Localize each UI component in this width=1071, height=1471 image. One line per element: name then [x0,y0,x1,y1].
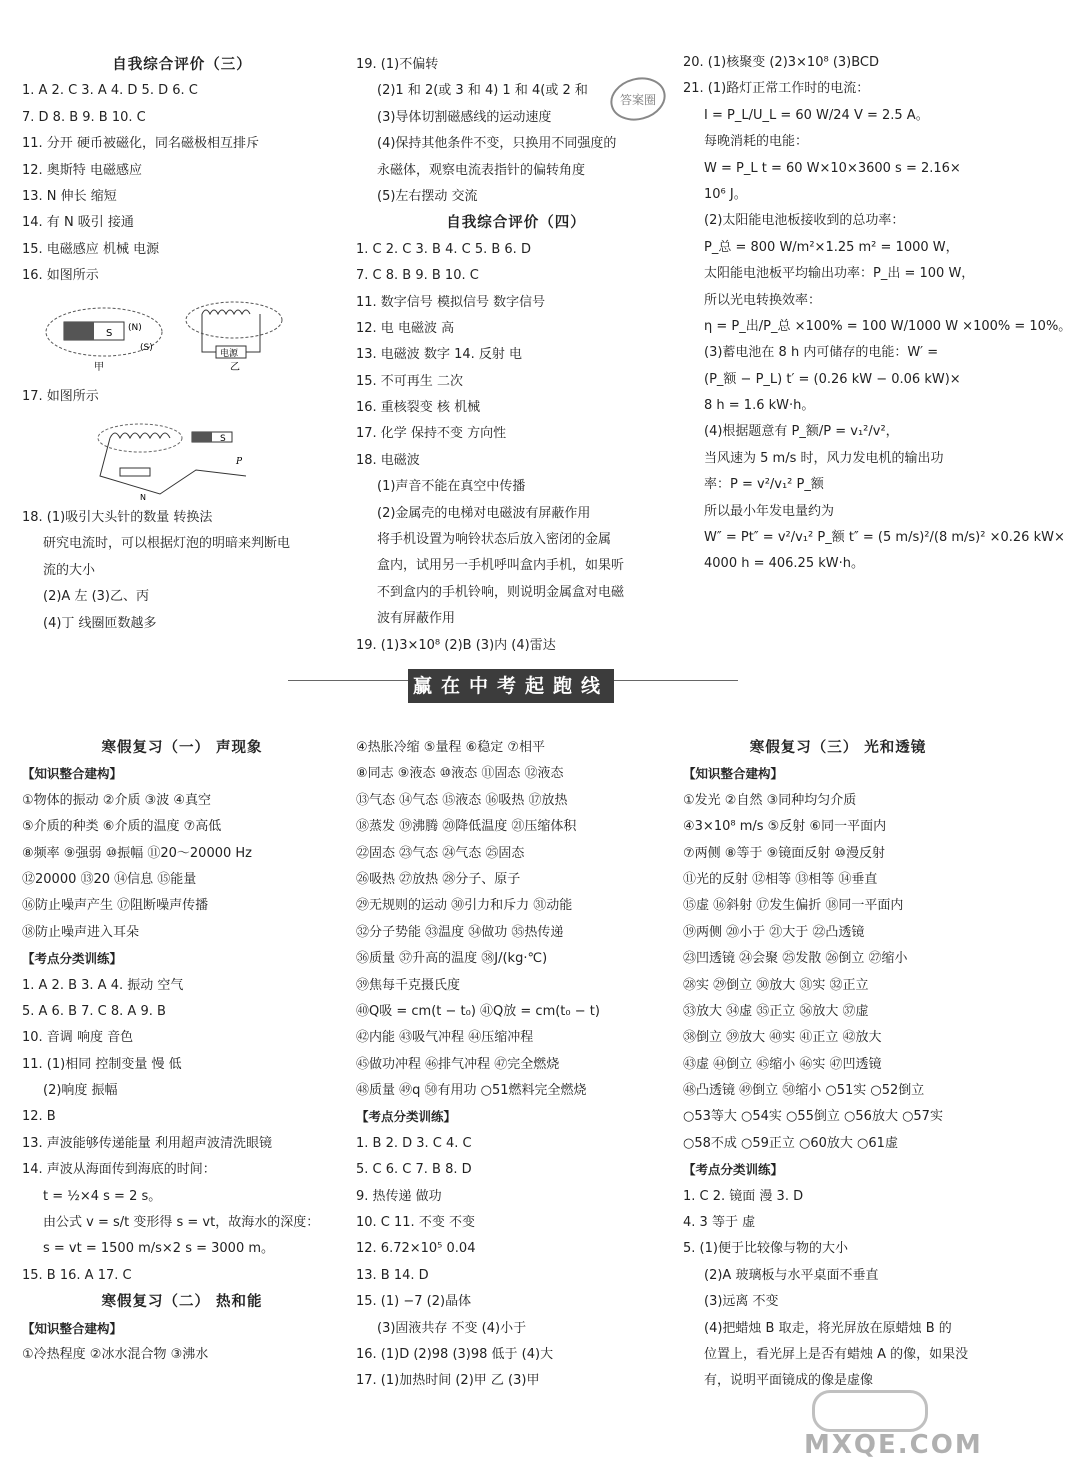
watermark-logo [782,1384,982,1464]
col6-line: ⑲两侧 ⑳小于 ㉑大于 ㉒凸透镜 [683,924,865,940]
col4-line: ⑱防止噪声进入耳朵 [22,924,140,940]
col2-line: 永磁体，观察电流表指针的偏转角度 [377,162,586,178]
col3-line: 太阳能电池板平均输出功率：P_出 = 100 W， [704,266,975,282]
column-1 [22,52,342,290]
col1c-line: (4)丁 线圈匝数越多 [43,615,157,631]
col5-line: 15. (1) −7 (2)晶体 [356,1294,472,1310]
fig17-n-label: N [140,493,146,502]
col6-line: ㉓凹透镜 ㉔会聚 ㉕发散 ㉖倒立 ㉗缩小 [683,951,908,967]
col5-line: 17. (1)加热时间 (2)甲 乙 (3)甲 [356,1373,540,1389]
col6-line: (4)把蜡烛 B 取走，将光屏放在原蜡烛 B 的 [704,1320,952,1336]
col5-line: 5. C 6. C 7. B 8. D [356,1162,472,1178]
col4-line: 寒假复习（二） 热和能 [101,1294,263,1311]
col2-line: 12. 电 电磁波 高 [356,320,455,336]
col3-line: 率：P = v²/v₁² P_额 [704,477,824,493]
col4-line: 12. B [22,1109,56,1125]
col4-line: t = ½×4 s = 2 s。 [43,1188,162,1204]
col2-line: (2)1 和 2(或 3 和 4) 1 和 4(或 2 和 [377,83,588,99]
col3-line: 4000 h = 406.25 kW·h。 [704,556,864,572]
col6-line: 【知识整合建构】 [683,766,784,782]
col5-line: ㉙无规则的运动 ㉚引力和斥力 ㉛动能 [356,898,573,914]
column-1-q18 [22,505,342,637]
col3-line: 每晚消耗的电能： [704,134,809,150]
stamp-text: 答案圈 [620,93,657,107]
col3-line: W″ = Pt″ = v²/v₁² P_额 t″ = (5 m/s)²/(8 m/s)² ×0.26 kW× [704,530,1065,546]
col2-line: 将手机设置为响铃状态后放入密闭的金属 [377,532,612,548]
col6-line: ㉘实 ㉙倒立 ㉚放大 ㉛实 ㉜正立 [683,977,869,993]
column-1-q17 [22,384,342,410]
col2-line: (1)声音不能在真空中传播 [377,479,526,495]
col2-line: 13. 电磁波 数字 14. 反射 电 [356,347,523,363]
fig16-s-label: S [106,328,113,339]
col2-line: 不到盒内的手机铃响，则说明金属盒对电磁 [377,584,625,600]
col6-line: 有，说明平面镜成的像是虚像 [704,1373,874,1389]
col1-line: 1. A 2. C 3. A 4. D 5. D 6. C [22,83,198,99]
col2-line: 17. 化学 保持不变 方向性 [356,426,507,442]
figure-17 [96,416,266,508]
col4-line: 13. 声波能够传递能量 利用超声波清洗眼镜 [22,1135,272,1151]
fig17-s-label: S [220,434,226,444]
figure-16 [44,292,284,372]
col2-line: (5)左右摆动 交流 [377,188,478,204]
col1b-line: 17. 如图所示 [22,389,99,404]
col4-line: ⑫20000 ⑬20 ⑭信息 ⑮能量 [22,871,197,887]
col1-line: 11. 分开 硬币被磁化，同名磁极相互排斥 [22,136,259,152]
col6-line: ⑮虚 ⑯斜射 ⑰发生偏折 ⑱同一平面内 [683,898,904,914]
col5-line: ㊵Q吸 = cm(t − t₀) ㊶Q放 = cm(t₀ − t) [356,1003,600,1019]
col2-line: 盒内，试用另一手机呼叫盒内手机，如果听 [377,558,625,574]
col1c-line: (2)A 左 (3)乙、丙 [43,589,149,605]
col5-line: ⑱蒸发 ⑲沸腾 ⑳降低温度 ㉑压缩体积 [356,819,577,835]
col3-line: 10⁶ J。 [704,186,747,202]
col4-line: s = vt = 1500 m/s×2 s = 3000 m。 [43,1241,275,1257]
col1-line: 15. 电磁感应 机械 电源 [22,241,160,257]
col4-line: 11. (1)相同 控制变量 慢 低 [22,1056,182,1072]
col4-line: ①物体的振动 ②介质 ③波 ④真空 [22,792,212,808]
col2-line: (3)导体切割磁感线的运动速度 [377,109,552,125]
col5-line: ㊺做功冲程 ㊻排气冲程 ㊼完全燃烧 [356,1056,560,1072]
col6-line: ㊳倒立 ㊴放大 ㊵实 ㊶正立 ㊷放大 [683,1030,882,1046]
col6-line: 5. (1)便于比较像与物的大小 [683,1241,848,1257]
fig16-n-paren: (N) [128,323,142,333]
col1-line: 7. D 8. B 9. B 10. C [22,109,146,125]
col5-line: 13. B 14. D [356,1267,429,1283]
col2-line: 1. C 2. C 3. B 4. C 5. B 6. D [356,241,531,257]
col4-line: ⑤介质的种类 ⑥介质的温度 ⑦高低 [22,819,222,835]
col5-line: 16. (1)D (2)98 (3)98 低于 (4)大 [356,1346,554,1362]
column-2 [356,52,676,659]
column-5 [356,735,676,1395]
fig16-label-b: 乙 [230,362,240,373]
col5-line: ㊽质量 ㊾q ㊿有用功 ○51燃料完全燃烧 [356,1083,587,1099]
col5-line: ㉜分子势能 ㉝温度 ㉞做功 ㉟热传递 [356,924,564,940]
col6-line: ○53等大 ○54实 ○55倒立 ○56放大 ○57实 [683,1109,943,1125]
column-6 [683,735,993,1395]
col4-line: 14. 声波从海面传到海底的时间： [22,1162,216,1178]
fig16-label-a: 甲 [94,362,104,373]
col3-line: 20. (1)核聚变 (2)3×10⁸ (3)BCD [683,55,880,70]
col5-line: 12. 6.72×10⁵ 0.04 [356,1241,476,1257]
col3-line: (2)太阳能电池板接收到的总功率： [704,213,905,229]
col4-line: (2)响度 振幅 [43,1083,118,1099]
col6-line: ㊽凸透镜 ㊾倒立 ㊿缩小 ○51实 ○52倒立 [683,1083,925,1099]
banner-title: 赢在中考起跑线 [408,669,614,703]
col1-line: 14. 有 N 吸引 接通 [22,215,134,231]
col6-line: ○58不成 ○59正立 ○60放大 ○61虚 [683,1135,898,1151]
col4-line: 10. 音调 响度 音色 [22,1030,134,1046]
col3-line: (4)根据题意有 P_额/P = v₁²/v²， [704,424,899,440]
col1-line: 12. 奥斯特 电磁感应 [22,162,142,178]
col3-line: 当风速为 5 m/s 时，风力发电机的输出功 [704,450,944,466]
col2-line: (2)金属壳的电梯对电磁波有屏蔽作用 [377,505,591,521]
col5-line: ④热胀冷缩 ⑤量程 ⑥稳定 ⑦相平 [356,740,546,755]
col6-line: ①发光 ②自然 ③同种均匀介质 [683,792,857,808]
col5-line: ㊴焦每千克摄氏度 [356,977,461,993]
col4-line: 【考点分类训练】 [22,951,123,967]
col6-line: 4. 3 等于 虚 [683,1215,756,1231]
col6-line: (3)远离 不变 [704,1294,779,1310]
col5-line: 10. C 11. 不变 不变 [356,1215,475,1231]
col4-line: 由公式 v = s/t 变形得 s = vt，故海水的深度： [43,1215,320,1231]
col4-line: ⑧频率 ⑨强弱 ⑩振幅 ⑪20～20000 Hz [22,845,252,861]
col5-line: ⑧同志 ⑨液态 ⑩液态 ⑪固态 ⑫液态 [356,766,564,782]
col4-line: 【知识整合建构】 [22,1320,123,1336]
col4-line: 15. B 16. A 17. C [22,1267,132,1283]
col4-line: 5. A 6. B 7. C 8. A 9. B [22,1003,166,1019]
col3-line: η = P_出/P_总 ×100% = 100 W/1000 W ×100% = 10%。 [704,318,1071,334]
col2-line: 15. 不可再生 二次 [356,373,463,389]
fig16-power: 电源 [220,349,239,359]
col3-line: 所以光电转换效率： [704,292,822,308]
fig17-p-label: P [236,457,243,467]
col1c-line: 研究电流时，可以根据灯泡的明暗来判断电 [43,536,291,552]
col2-line: 18. 电磁波 [356,452,420,468]
col6-line: 1. C 2. 镜面 漫 3. D [683,1188,804,1204]
col6-line: 寒假复习（三） 光和透镜 [749,740,927,756]
col6-line: ④3×10⁸ m/s ⑤反射 ⑥同一平面内 [683,819,887,835]
col6-line: ⑦两侧 ⑧等于 ⑨镜面反射 ⑩漫反射 [683,845,886,861]
col3-line: I = P_L/U_L = 60 W/24 V = 2.5 A。 [704,107,929,123]
col2-line: 自我综合评价（四） [446,215,586,232]
col5-line: ㉖吸热 ㉗放热 ㉘分子、原子 [356,871,521,887]
col6-line: 位置上，看光屏上是否有蜡烛 A 的像，如果没 [704,1346,969,1362]
col4-line: ⑯防止噪声产生 ⑰阻断噪声传播 [22,898,209,914]
column-4 [22,735,342,1368]
col5-line: ㊱质量 ㊲升高的温度 ㊳J/(kg·℃) [356,951,548,967]
col2-line: 19. (1)3×10⁸ (2)B (3)内 (4)雷达 [356,637,556,653]
col5-line: 1. B 2. D 3. C 4. C [356,1135,472,1151]
col6-line: (2)A 玻璃板与水平桌面不垂直 [704,1267,879,1283]
col3-line: W = P_L t = 60 W×10×3600 s = 2.16× [704,160,961,176]
col5-line: ㉒固态 ㉓气态 ㉔气态 ㉕固态 [356,845,525,861]
col6-line: ㊸虚 ㊹倒立 ㊺缩小 ㊻实 ㊼凹透镜 [683,1056,882,1072]
col3-line: (P_额 − P_L) t′ = (0.26 kW − 0.06 kW)× [704,371,961,387]
col1c-line: 18. (1)吸引大头针的数量 转换法 [22,510,213,525]
col2-line: 11. 数字信号 模拟信号 数字信号 [356,294,546,310]
col2-line: (4)保持其他条件不变，只换用不同强度的 [377,136,617,152]
col3-line: 21. (1)路灯正常工作时的电流： [683,81,870,97]
col5-line: 9. 热传递 做功 [356,1188,442,1204]
col2-line: 波有屏蔽作用 [377,611,456,627]
col4-line: ①冷热程度 ②冰水混合物 ③沸水 [22,1346,209,1362]
col2-line: 16. 重核裂变 核 机械 [356,400,481,416]
col3-line: (3)蓄电池在 8 h 内可储存的电能：W′ = [704,345,939,361]
col5-line: ⑬气态 ⑭气态 ⑮液态 ⑯吸热 ⑰放热 [356,792,568,808]
col3-line: 所以最小年发电量约为 [704,503,835,519]
fig16-s-paren: (S) [140,343,153,353]
col2-line: 19. (1)不偏转 [356,57,439,72]
col3-line: P_总 = 800 W/m²×1.25 m² = 1000 W， [704,239,959,255]
col6-line: 【考点分类训练】 [683,1162,784,1178]
col1-line: 自我综合评价（三） [112,57,252,73]
col3-line: 8 h = 1.6 kW·h。 [704,398,815,414]
col5-line: (3)固液共存 不变 (4)小于 [377,1320,527,1336]
col5-line: 【考点分类训练】 [356,1109,457,1125]
col6-line: ⑪光的反射 ⑫相等 ⑬相等 ⑭垂直 [683,871,878,887]
col6-line: ㉝放大 ㉞虚 ㉟正立 ㊱放大 ㊲虚 [683,1003,869,1019]
col2-line: 7. C 8. B 9. B 10. C [356,268,479,284]
column-3 [683,50,1071,578]
col4-line: 【知识整合建构】 [22,766,123,782]
col4-line: 1. A 2. B 3. A 4. 振动 空气 [22,977,184,993]
stamp-logo [608,74,668,124]
col1-line: 16. 如图所示 [22,268,99,284]
col1-line: 13. N 伸长 缩短 [22,188,117,204]
watermark-text: MXQE.COM [804,1430,983,1460]
col4-line: 寒假复习（一） 声现象 [101,740,263,756]
col1c-line: 流的大小 [43,562,96,578]
col5-line: ㊷内能 ㊸吸气冲程 ㊹压缩冲程 [356,1030,534,1046]
